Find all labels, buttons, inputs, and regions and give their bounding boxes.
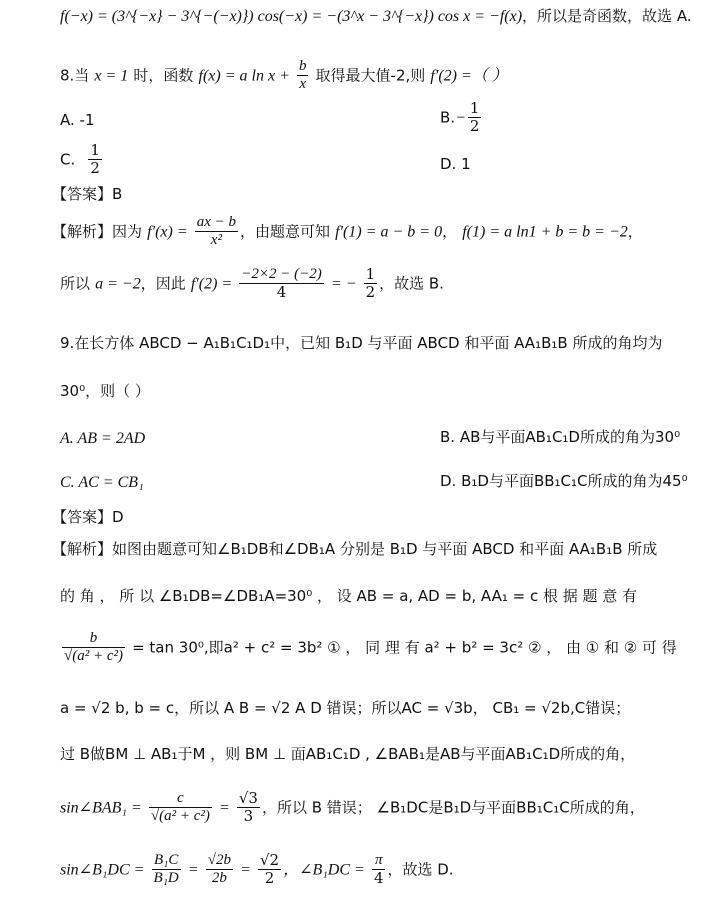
- q8-stem-prefix: 8.当: [60, 66, 90, 85]
- q8-a1-mid: ，由题意可知: [240, 222, 331, 241]
- q8-option-b-num: 1: [469, 99, 480, 117]
- q9-option-d: D. B₁D与平面BB₁C₁C所成的角为45⁰: [440, 472, 688, 490]
- q8-a2-mid: ，因此: [140, 274, 186, 293]
- q9-l6-den: √(a² + c²): [150, 808, 210, 825]
- q8-stem-cond: x = 1: [94, 67, 129, 85]
- q8-answer-tag: 【答案】: [52, 185, 113, 203]
- q8-option-d: [440, 154, 471, 173]
- q8-options-row1: [60, 99, 690, 136]
- q9-l3-den: √(a² + c²): [64, 648, 123, 665]
- q9-l4: a = √2 b, b = c，所以 A B = √2 A D 错误；所以AC = √3b， CB₁ = √2b,C错误；: [60, 699, 631, 717]
- q8-a1-eq1: f′(1) = a − b = 0: [335, 223, 443, 241]
- q9-option-a: A. AB = 2AD: [60, 430, 146, 447]
- q8-stem-suffix: 取得最大值-2,则: [315, 66, 426, 85]
- q8-frac-num: b: [297, 58, 309, 76]
- q9-stem-line1: [60, 333, 690, 352]
- q8-option-b-den: 2: [469, 117, 480, 136]
- q9-answer: [52, 507, 690, 526]
- q9-analysis-line3: [60, 630, 690, 666]
- q9-l7-eq: =: [187, 861, 199, 879]
- q8-a1-lhs: f′(x) =: [147, 223, 188, 241]
- q9-l7-num: B₁C: [152, 852, 181, 870]
- q8-option-b-label: B.: [440, 108, 456, 127]
- q9-l7-den2: 2b: [211, 870, 227, 887]
- q9-l6-den2: 3: [243, 807, 254, 826]
- q8-a1-eq2: f(1) = a ln1 + b = b = −2: [462, 223, 628, 241]
- q8-ask: f′(2) =（ ）: [430, 67, 508, 85]
- q8-option-c-label: C.: [60, 150, 76, 169]
- q8-a2-num2: 1: [365, 265, 376, 283]
- q9-l6-eq: =: [218, 799, 230, 817]
- q9-l6-num2: √3: [238, 789, 258, 807]
- q9-l2: 的 角 ， 所 以 ∠B₁DB=∠DB₁A=30⁰ ， 设 AB = a, AD = b, AA₁ = c 根 据 题 意 有: [60, 587, 638, 605]
- q9-stem1: 9.在长方体 ABCD − A₁B₁C₁D₁中，已知 B₁D 与平面 ABCD 和平面 AA₁B₁B 所成的角均为: [60, 334, 663, 352]
- q8-a1-end: ，: [627, 222, 643, 241]
- q9-l5: 过 B做BM ⊥ AB₁于M ，则 BM ⊥ 面AB₁C₁D , ∠BAB₁是AB与平面AB₁C₁D所成的角，: [60, 745, 636, 763]
- q8-option-d-text: D. 1: [440, 155, 471, 173]
- q9-analysis-line5: [60, 744, 690, 763]
- q8-a2-end: ，故选 B.: [379, 274, 444, 293]
- q9-l7-num2: √2b: [206, 852, 233, 870]
- q9-analysis-line2: [60, 586, 690, 605]
- top-conclusion: ，所以是奇函数，故选 A.: [522, 7, 692, 25]
- q8-a2-den2: 2: [365, 283, 376, 302]
- q8-a1-den: x²: [210, 232, 222, 249]
- q8-option-b: B.− $\frac{1}{2}$: [440, 99, 480, 136]
- q8-a2-eq1: a = −2: [95, 275, 141, 293]
- q9-l7-lhs: sin∠B₁DC =: [60, 861, 145, 879]
- q8-analysis-line2: [60, 266, 690, 302]
- q9-l3-rest: = tan 30⁰,即a² + c² = 3b² ① ， 同 理 有 a² + b² = 3c² ② ， 由 ① 和 ② 可 得: [132, 638, 677, 657]
- q9-l7-den: B₁D: [153, 870, 179, 887]
- q9-answer-value: D: [112, 508, 124, 526]
- q8-answer-value: B: [112, 185, 123, 203]
- q8-option-a: A. -1: [60, 111, 95, 129]
- q9-option-b: B. AB与平面AB₁C₁D所成的角为30⁰: [440, 428, 681, 446]
- q8-a1-prefix: 因为: [112, 222, 143, 241]
- q8-stem: [60, 58, 690, 94]
- q9-option-c: C. AC = CB₁: [60, 474, 144, 491]
- top-formula-line: [60, 6, 690, 26]
- q9-options-row1: [60, 428, 690, 448]
- q8-a2-den: 4: [276, 283, 287, 302]
- q9-options-row2: [60, 472, 690, 492]
- q9-answer-tag: 【答案】: [52, 508, 113, 526]
- q9-l7-den4: 4: [373, 869, 384, 888]
- q8-analysis-tag: 【解析】: [52, 222, 113, 241]
- q8-options-row2: [60, 142, 690, 178]
- q9-l1: 如图由题意可知∠B₁DB和∠DB₁A 分别是 B₁D 与平面 ABCD 和平面 AA₁B₁B 所成: [112, 540, 658, 558]
- q9-l6-rest: ，所以 B 错误； ∠B₁DC是B₁D与平面BB₁C₁C所成的角，: [261, 798, 645, 817]
- q8-answer: [52, 184, 690, 203]
- q9-l7-num4: π: [372, 852, 386, 870]
- q8-a1-num: ax − b: [195, 214, 238, 232]
- q9-l6-num: c: [149, 790, 212, 808]
- q8-frac-den: x: [299, 76, 307, 93]
- q9-stem-line2: [60, 381, 690, 400]
- q8-func: f(x) = a ln x +: [198, 67, 290, 85]
- q8-func-frac: [297, 58, 309, 94]
- q9-l6-lhs: sin∠BAB₁ =: [60, 799, 142, 817]
- q9-l7-den3: 2: [264, 869, 275, 888]
- q9-l7-num3: √2: [259, 851, 280, 869]
- q8-a2-prefix: 所以: [60, 274, 91, 293]
- top-formula: f(−x) = (3^{−x} − 3^{−(−x)}) cos(−x) = −(3^x − 3^{−x}) cos x = −f(x): [60, 8, 523, 25]
- q8-a1-sep: ，: [442, 222, 458, 241]
- q9-l7-mid: ，∠B₁DC =: [283, 861, 365, 879]
- q8-a2-eq2: = −: [330, 275, 357, 293]
- q8-stem-mid: 时，函数: [133, 66, 194, 85]
- q8-analysis-line1: [52, 214, 690, 250]
- q9-l3-num: b: [62, 630, 125, 648]
- q8-a2-lhs: f′(2) =: [190, 275, 233, 293]
- q9-analysis-line6: [60, 790, 690, 826]
- q9-l7-eq2: =: [240, 861, 251, 879]
- q9-analysis-line4: [60, 698, 690, 717]
- q9-analysis-tag: 【解析】: [52, 540, 113, 558]
- q8-option-c-den: 2: [90, 159, 100, 178]
- q8-option-c-num: 1: [90, 141, 100, 159]
- q9-analysis-line1: [52, 539, 690, 558]
- q9-analysis-line7: [60, 852, 690, 888]
- q8-a2-num: −2×2 − (−2): [239, 266, 323, 284]
- q9-stem2: 30⁰，则（ ）: [60, 382, 150, 400]
- q9-l7-end: ，故选 D.: [387, 860, 454, 879]
